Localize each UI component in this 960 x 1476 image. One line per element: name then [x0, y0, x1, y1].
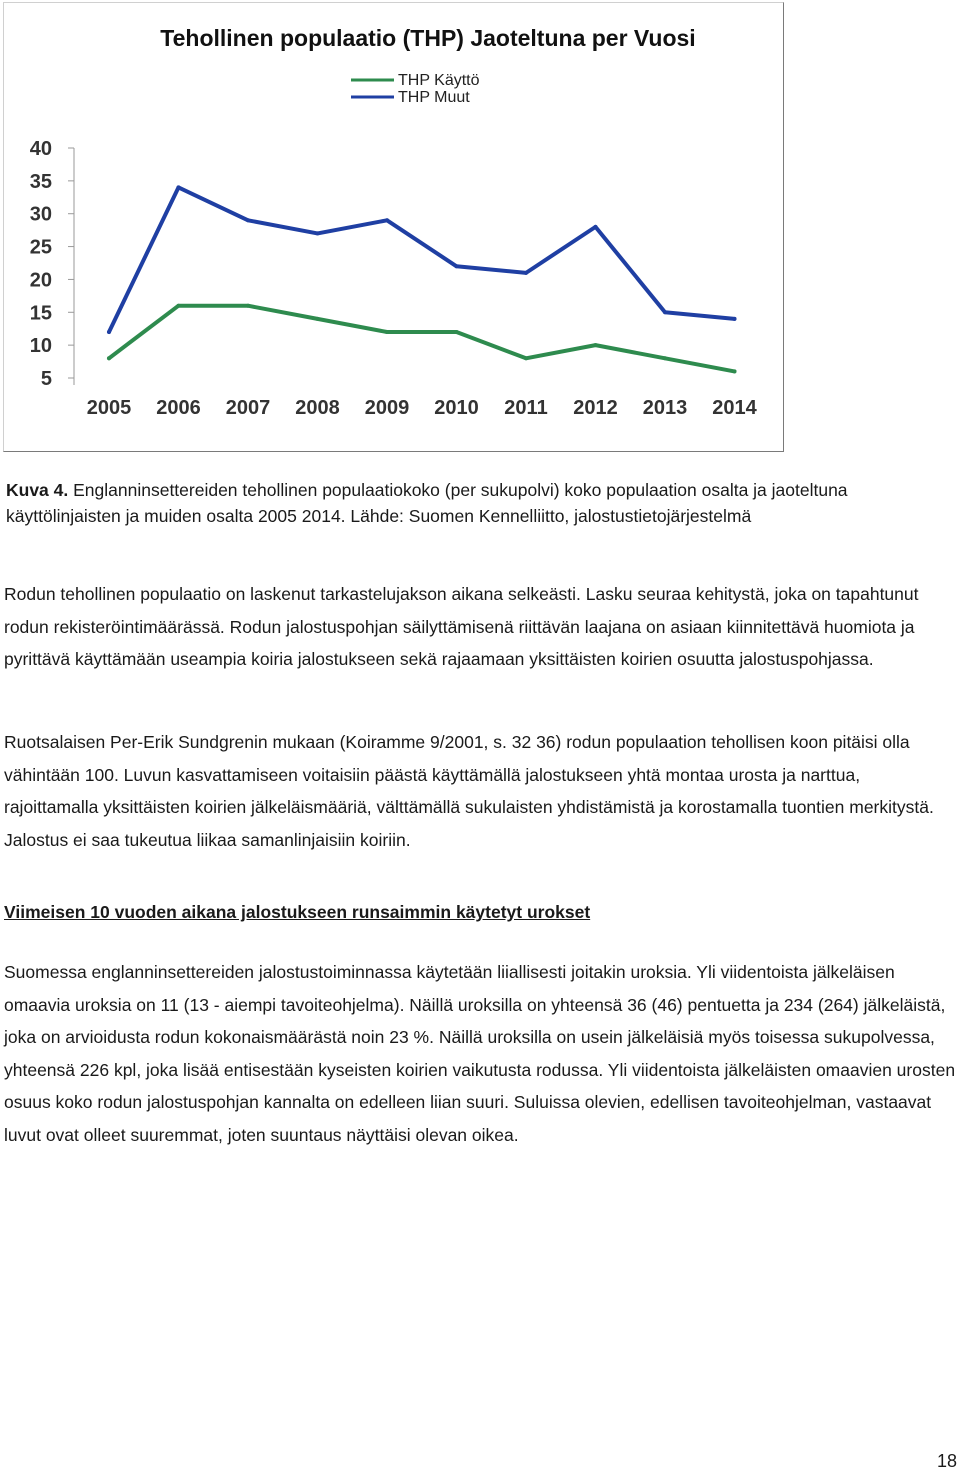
data-point — [107, 356, 111, 360]
data-point — [524, 271, 528, 275]
y-tick-label: 35 — [29, 170, 52, 193]
data-point — [385, 218, 389, 222]
data-point — [316, 231, 320, 235]
data-point — [246, 304, 250, 308]
legend-label-2: THP Muut — [398, 89, 470, 106]
page-number: 18 — [936, 1451, 957, 1471]
data-point — [455, 264, 459, 268]
y-tick-label: 15 — [29, 302, 52, 325]
x-tick-label: 2009 — [364, 397, 410, 419]
x-tick-label: 2010 — [434, 397, 479, 419]
x-tick-label: 2011 — [504, 397, 548, 419]
x-tick-label: 2013 — [642, 397, 688, 419]
x-tick-label: 2007 — [225, 397, 271, 419]
data-point — [663, 310, 667, 314]
y-tick-label: 10 — [29, 335, 52, 358]
y-tick-label: 20 — [29, 269, 52, 292]
y-tick-label: 25 — [29, 236, 52, 259]
x-tick-label: 2005 — [86, 397, 132, 419]
line-chart — [4, 3, 785, 453]
data-point — [733, 369, 737, 373]
series-line-1 — [109, 306, 735, 372]
caption-text: Englanninsettereiden tehollinen populaatiokoko (per sukupolvi) koko populaation osalta ja jaoteltuna käyttölinjaisten ja muiden osalta 2005 2014. Lähde: Suomen Kennelliitto, jalostustietojärjestelmä — [6, 480, 848, 526]
data-point — [594, 225, 598, 229]
x-tick-label: 2006 — [156, 397, 201, 419]
series-line-2 — [109, 187, 735, 332]
section-heading: Viimeisen 10 vuoden aikana jalostukseen runsaimmin käytetyt urokset — [4, 902, 591, 922]
caption-label: Kuva 4. — [6, 480, 69, 500]
chart-figure — [3, 2, 784, 452]
y-tick-label: 30 — [29, 203, 52, 226]
data-point — [107, 330, 111, 334]
chart-title: Tehollinen populaatio (THP) Jaoteltuna per Vuosi — [160, 25, 696, 51]
x-tick-label: 2012 — [573, 397, 618, 419]
data-point — [385, 330, 389, 334]
data-point — [455, 330, 459, 334]
x-tick-label: 2008 — [295, 397, 340, 419]
data-point — [594, 343, 598, 347]
data-point — [316, 317, 320, 321]
data-point — [524, 356, 528, 360]
data-point — [246, 218, 250, 222]
data-point — [177, 304, 181, 308]
data-point — [733, 317, 737, 321]
y-tick-label: 5 — [40, 368, 52, 390]
paragraph-males-used: Suomessa englanninsettereiden jalostustoiminnassa käytetään liiallisesti joitakin uroksia. Yli viidentoista jälkeläisen omaavia uroksia on 11 (13 - aiempi tavoiteohjelma). Näillä uroksilla on yhteensä 36 (46) pentuetta ja 234 (264) jälkeläistä, joka on arvioidusta rodun kokonaismäärästä noin 23 %. Näillä uroksilla on usein jälkeläisiä myös toisessa sukupolvessa, yhteensä 226 kpl, joka lisää entisestään kyseisten koirien vaikutusta rodussa. Yli viidentoista jälkeläisten omaavien urosten osuus koko rodun jalostuspohjan kannalta on edelleen liian suuri. Suluissa olevien, edellisen tavoiteohjelman, vastaavat luvut ovat olleet suuremmat, joten suuntaus näyttäisi olevan oikea. — [4, 962, 956, 1145]
paragraph-sundgren: Ruotsalaisen Per-Erik Sundgrenin mukaan (Koiramme 9/2001, s. 32 36) rodun populaation tehollisen koon pitäisi olla vähintään 100. Luvun kasvattamiseen voitaisiin päästä käyttämällä jalostukseen yhtä montaa urosta ja narttua, rajoittamalla yksittäisten koirien jälkeläismääriä, välttämällä sukulaisten yhdistämistä ja korostamalla tuontien merkitystä. Jalostus ei saa tukeutua liikaa samanlinjaisiin koiriin. — [4, 732, 934, 850]
paragraph-population-decline: Rodun tehollinen populaatio on laskenut tarkastelujakson aikana selkeästi. Lasku seuraa kehitystä, joka on tapahtunut rodun rekisteröintimäärässä. Rodun jalostuspohjan säilyttämisenä riittävän laajana on asiaan kiinnitettävä huomiota ja pyrittävä käyttämään useampia koiria jalostukseen sekä rajaamaan yksittäisten koirien osuutta jalostuspohjassa. — [4, 584, 919, 669]
x-tick-label: 2014 — [712, 397, 757, 419]
legend-label-1: THP Käyttö — [398, 72, 480, 89]
data-point — [177, 185, 181, 189]
figure-caption — [6, 477, 956, 529]
data-point — [663, 356, 667, 360]
y-tick-label: 40 — [29, 138, 52, 160]
